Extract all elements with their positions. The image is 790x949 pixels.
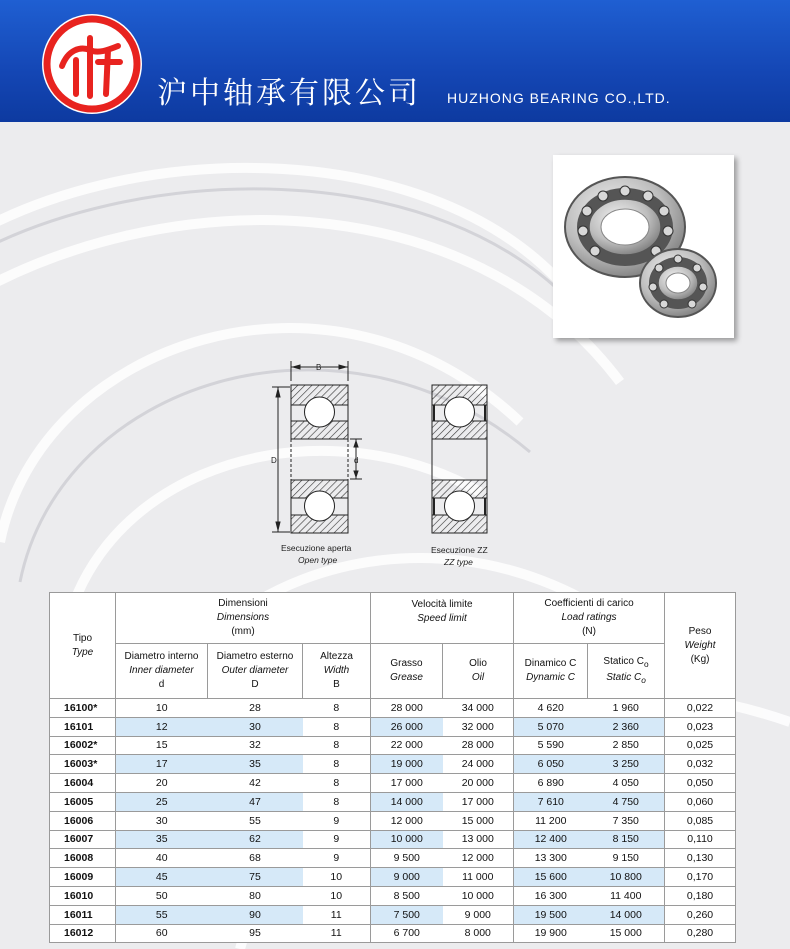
cell-dynamic-load: 16 300 — [514, 886, 588, 905]
cell-dynamic-load: 19 500 — [514, 905, 588, 924]
cell-static-load: 2 360 — [588, 717, 665, 736]
cell-speed-grease: 28 000 — [371, 699, 443, 718]
cell-width: 9 — [303, 811, 371, 830]
open-type-caption-en: Open type — [298, 555, 338, 565]
cell-weight: 0,025 — [665, 736, 736, 755]
cell-dynamic-load: 7 610 — [514, 792, 588, 811]
dim-d-inner-label: d — [354, 456, 359, 465]
cell-weight: 0,060 — [665, 792, 736, 811]
cell-speed-oil: 10 000 — [443, 886, 514, 905]
cell-weight: 0,260 — [665, 905, 736, 924]
zz-type-caption-en: ZZ type — [444, 557, 473, 567]
dim-b-label: B — [316, 363, 322, 372]
cell-outer-diameter: 32 — [208, 736, 303, 755]
table-row — [50, 755, 736, 774]
cell-weight: 0,032 — [665, 755, 736, 774]
cell-weight: 0,130 — [665, 849, 736, 868]
cell-dynamic-load: 12 400 — [514, 830, 588, 849]
table-row — [50, 699, 736, 718]
zz-type-caption-it: Esecuzione ZZ — [431, 545, 488, 555]
header-statico: Statico $C_o$ Static $C_o$ — [588, 644, 665, 699]
header-dimensioni: Dimensioni Dimensions (mm) — [116, 593, 371, 644]
cell-outer-diameter: 28 — [208, 699, 303, 718]
cell-inner-diameter: 40 — [116, 849, 208, 868]
spec-table-body — [50, 699, 736, 943]
cell-weight: 0,170 — [665, 868, 736, 887]
cell-width: 8 — [303, 736, 371, 755]
cell-type: 16003* — [50, 755, 116, 774]
cell-inner-diameter: 30 — [116, 811, 208, 830]
cell-type: 16012 — [50, 924, 116, 943]
table-row — [50, 774, 736, 793]
cell-static-load: 10 800 — [588, 868, 665, 887]
cell-speed-grease: 17 000 — [371, 774, 443, 793]
open-type-caption-it: Esecuzione aperta — [281, 543, 352, 553]
cell-inner-diameter: 60 — [116, 924, 208, 943]
cell-static-load: 9 150 — [588, 849, 665, 868]
cell-inner-diameter: 17 — [116, 755, 208, 774]
table-row — [50, 924, 736, 943]
cell-speed-oil: 17 000 — [443, 792, 514, 811]
cell-inner-diameter: 45 — [116, 868, 208, 887]
table-row — [50, 717, 736, 736]
cell-weight: 0,050 — [665, 774, 736, 793]
cell-type: 16008 — [50, 849, 116, 868]
bearing-photo — [553, 155, 734, 338]
cell-width: 8 — [303, 755, 371, 774]
cell-weight: 0,022 — [665, 699, 736, 718]
cell-speed-grease: 6 700 — [371, 924, 443, 943]
cell-weight: 0,280 — [665, 924, 736, 943]
cell-outer-diameter: 95 — [208, 924, 303, 943]
cell-outer-diameter: 35 — [208, 755, 303, 774]
cell-speed-oil: 8 000 — [443, 924, 514, 943]
cell-speed-grease: 22 000 — [371, 736, 443, 755]
cell-type: 16007 — [50, 830, 116, 849]
cell-type: 16002* — [50, 736, 116, 755]
table-row — [50, 849, 736, 868]
cell-outer-diameter: 62 — [208, 830, 303, 849]
cell-type: 16005 — [50, 792, 116, 811]
cell-speed-grease: 19 000 — [371, 755, 443, 774]
cell-type: 16100* — [50, 699, 116, 718]
cell-speed-oil: 12 000 — [443, 849, 514, 868]
cell-width: 10 — [303, 868, 371, 887]
cell-type: 16011 — [50, 905, 116, 924]
cell-inner-diameter: 25 — [116, 792, 208, 811]
table-row — [50, 905, 736, 924]
cell-static-load: 7 350 — [588, 811, 665, 830]
cell-speed-oil: 15 000 — [443, 811, 514, 830]
cell-inner-diameter: 50 — [116, 886, 208, 905]
table-row — [50, 868, 736, 887]
zz-type-section — [432, 385, 487, 533]
cell-inner-diameter: 15 — [116, 736, 208, 755]
cell-outer-diameter: 90 — [208, 905, 303, 924]
cell-speed-grease: 26 000 — [371, 717, 443, 736]
cell-speed-oil: 13 000 — [443, 830, 514, 849]
header-tipo: Tipo Type — [50, 593, 116, 699]
cell-type: 16010 — [50, 886, 116, 905]
huzhong-logo-icon — [38, 10, 146, 118]
cell-weight: 0,023 — [665, 717, 736, 736]
cell-speed-oil: 32 000 — [443, 717, 514, 736]
cell-static-load: 8 150 — [588, 830, 665, 849]
cell-outer-diameter: 55 — [208, 811, 303, 830]
cell-inner-diameter: 20 — [116, 774, 208, 793]
cell-dynamic-load: 6 890 — [514, 774, 588, 793]
dim-d-outer-label: D — [271, 456, 277, 465]
cell-static-load: 1 960 — [588, 699, 665, 718]
cell-dynamic-load: 19 900 — [514, 924, 588, 943]
cell-speed-grease: 8 500 — [371, 886, 443, 905]
cell-width: 8 — [303, 792, 371, 811]
header-coefficienti: Coefficienti di carico Load ratings (N) — [514, 593, 665, 644]
cell-speed-oil: 20 000 — [443, 774, 514, 793]
cell-dynamic-load: 5 070 — [514, 717, 588, 736]
cell-speed-oil: 34 000 — [443, 699, 514, 718]
cell-outer-diameter: 75 — [208, 868, 303, 887]
cell-width: 9 — [303, 849, 371, 868]
cell-speed-oil: 28 000 — [443, 736, 514, 755]
cell-speed-oil: 24 000 — [443, 755, 514, 774]
cell-dynamic-load: 5 590 — [514, 736, 588, 755]
table-row — [50, 830, 736, 849]
header-velocita: Velocità limite Speed limit — [371, 593, 514, 644]
cell-static-load: 3 250 — [588, 755, 665, 774]
cell-inner-diameter: 55 — [116, 905, 208, 924]
cell-speed-grease: 9 000 — [371, 868, 443, 887]
header-dinamico: Dinamico C Dynamic C — [514, 644, 588, 699]
cell-type: 16009 — [50, 868, 116, 887]
cell-width: 10 — [303, 886, 371, 905]
cell-static-load: 14 000 — [588, 905, 665, 924]
cell-outer-diameter: 80 — [208, 886, 303, 905]
open-type-section — [271, 361, 362, 533]
header-peso: Peso Weight (Kg) — [665, 593, 736, 699]
cell-static-load: 11 400 — [588, 886, 665, 905]
cell-width: 11 — [303, 905, 371, 924]
cell-dynamic-load: 4 620 — [514, 699, 588, 718]
cell-speed-oil: 11 000 — [443, 868, 514, 887]
cell-weight: 0,180 — [665, 886, 736, 905]
table-row — [50, 792, 736, 811]
cell-outer-diameter: 42 — [208, 774, 303, 793]
cell-speed-oil: 9 000 — [443, 905, 514, 924]
cell-width: 8 — [303, 717, 371, 736]
cell-static-load: 15 000 — [588, 924, 665, 943]
cell-dynamic-load: 13 300 — [514, 849, 588, 868]
cell-width: 8 — [303, 699, 371, 718]
header-banner — [0, 0, 790, 122]
cell-static-load: 4 050 — [588, 774, 665, 793]
cell-weight: 0,085 — [665, 811, 736, 830]
cell-inner-diameter: 35 — [116, 830, 208, 849]
cell-width: 8 — [303, 774, 371, 793]
cell-static-load: 2 850 — [588, 736, 665, 755]
cell-dynamic-load: 6 050 — [514, 755, 588, 774]
table-row — [50, 736, 736, 755]
header-diametro-esterno: Diametro esterno Outer diameter D — [208, 644, 303, 699]
bearing-spec-table — [49, 592, 736, 943]
cell-type: 16101 — [50, 717, 116, 736]
cell-weight: 0,110 — [665, 830, 736, 849]
cell-outer-diameter: 68 — [208, 849, 303, 868]
cell-speed-grease: 14 000 — [371, 792, 443, 811]
cell-dynamic-load: 11 200 — [514, 811, 588, 830]
cell-type: 16004 — [50, 774, 116, 793]
header-altezza: Altezza Width B — [303, 644, 371, 699]
cell-width: 11 — [303, 924, 371, 943]
header-diametro-interno: Diametro interno Inner diameter d — [116, 644, 208, 699]
table-row — [50, 886, 736, 905]
company-name-cn: 沪中轴承有限公司 — [157, 76, 421, 111]
header-olio: Olio Oil — [443, 644, 514, 699]
cell-inner-diameter: 12 — [116, 717, 208, 736]
cell-outer-diameter: 47 — [208, 792, 303, 811]
cell-type: 16006 — [50, 811, 116, 830]
cell-width: 9 — [303, 830, 371, 849]
cell-static-load: 4 750 — [588, 792, 665, 811]
table-row — [50, 811, 736, 830]
cell-speed-grease: 7 500 — [371, 905, 443, 924]
cell-speed-grease: 9 500 — [371, 849, 443, 868]
cell-dynamic-load: 15 600 — [514, 868, 588, 887]
cell-speed-grease: 10 000 — [371, 830, 443, 849]
cell-outer-diameter: 30 — [208, 717, 303, 736]
company-name-en: HUZHONG BEARING CO.,LTD. — [447, 90, 671, 106]
cell-inner-diameter: 10 — [116, 699, 208, 718]
header-grasso: Grasso Grease — [371, 644, 443, 699]
bearing-cross-section-diagrams — [262, 357, 502, 572]
cell-speed-grease: 12 000 — [371, 811, 443, 830]
